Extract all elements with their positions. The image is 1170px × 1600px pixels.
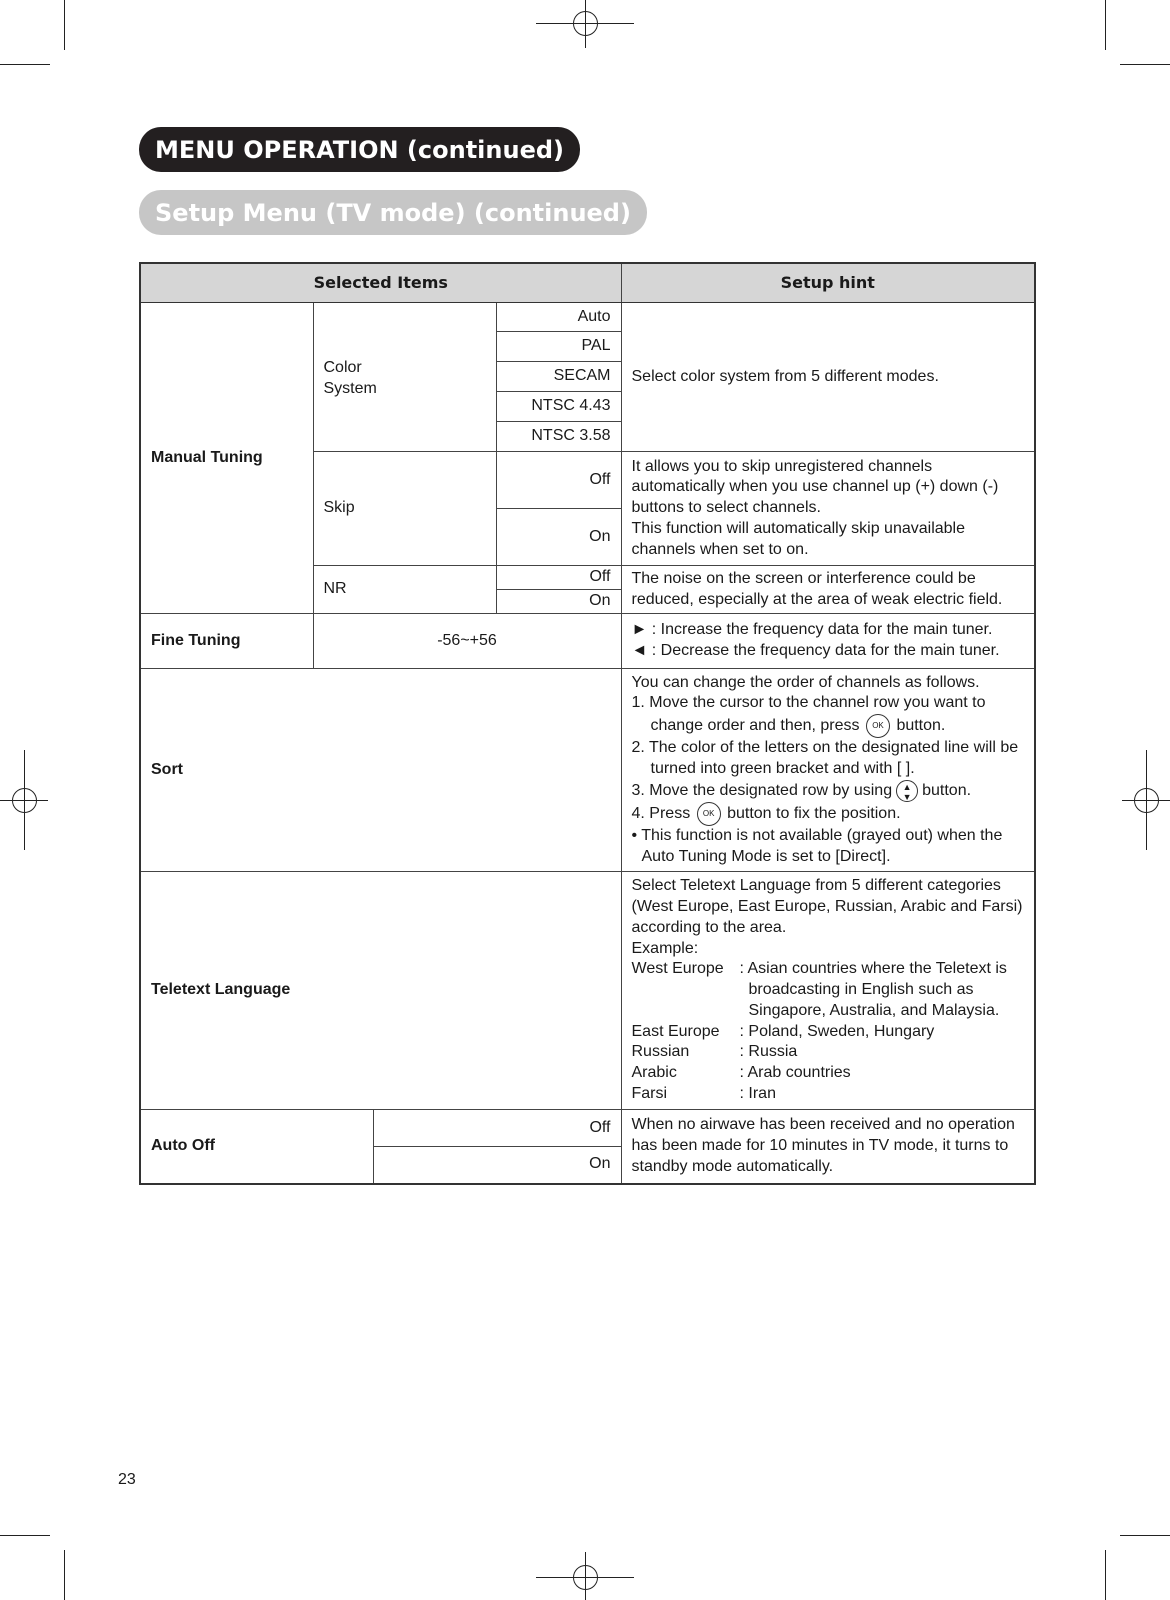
fine-tuning-hint: ► : Increase the frequency data for the main tuner. ◄ : Decrease the frequency data for the main tuner. bbox=[621, 614, 1035, 669]
header-selected-items: Selected Items bbox=[140, 263, 621, 303]
option-value: Auto bbox=[496, 303, 621, 332]
section-subtitle: Setup Menu (TV mode) (continued) bbox=[139, 190, 647, 235]
section-title: MENU OPERATION (continued) bbox=[139, 127, 580, 172]
teletext-examples: West Europe : Asian countries where the Teletext is broadcasting in English such as Singapore, Australia, and Malaysia. East Europe : Poland, Sweden, Hungary Russian : Russia Arabic : Arab countries Farsi : Iran bbox=[631, 960, 1007, 1103]
ok-button-icon: OK bbox=[697, 802, 721, 826]
fine-tuning-range: -56~+56 bbox=[313, 614, 621, 669]
option-value: SECAM bbox=[496, 362, 621, 392]
option-value: On bbox=[496, 590, 621, 614]
sort-hint: You can change the order of channels as follows. 1. Move the cursor to the channel row you want to change order and then, press OK button. 2. The color of the letters on the designated line will be turned into green bracket and with [ ]. 3. Move the designated row by using ▲ ▼ button. 4. Press OK button to fix the position. • This function is not available (grayed out) when the Auto Tuning Mode is set to [Direct]. bbox=[621, 669, 1035, 872]
option-value: Off bbox=[496, 566, 621, 590]
manual-tuning-label: Manual Tuning bbox=[140, 303, 313, 614]
nr-hint: The noise on the screen or interference could be reduced, especially at the area of weak electric field. bbox=[621, 566, 1035, 614]
teletext-language-hint: Select Teletext Language from 5 different categories (West Europe, East Europe, Russian, Arabic and Farsi) according to the area. Example: West Europe : Asian countries where the Teletext is broadcasting in English such as Singapore, Australia, and Malaysia. East Europe : Poland, Sweden, Hungary Russian : Russia Arabic : Arab countries Farsi : Iran bbox=[621, 872, 1035, 1110]
teletext-language-label: Teletext Language bbox=[140, 872, 621, 1110]
color-system-hint: Select color system from 5 different modes. bbox=[621, 303, 1035, 452]
option-value: PAL bbox=[496, 332, 621, 362]
nr-label: NR bbox=[313, 566, 496, 614]
color-system-label: Color System bbox=[313, 303, 496, 452]
sort-label: Sort bbox=[140, 669, 621, 872]
setup-table bbox=[139, 262, 1036, 1185]
skip-hint: It allows you to skip unregistered channels automatically when you use channel up (+) down (-) buttons to select channels. This function will automatically skip unavailable channels when set to on. bbox=[621, 452, 1035, 566]
page-number: 23 bbox=[118, 1471, 136, 1488]
option-value: NTSC 4.43 bbox=[496, 392, 621, 422]
auto-off-label: Auto Off bbox=[140, 1110, 373, 1184]
ok-button-icon: OK bbox=[866, 714, 890, 738]
option-value: NTSC 3.58 bbox=[496, 422, 621, 452]
auto-off-hint: When no airwave has been received and no operation has been made for 10 minutes in TV mode, it turns to standby mode automatically. bbox=[621, 1110, 1035, 1184]
option-value: Off bbox=[496, 452, 621, 509]
header-setup-hint: Setup hint bbox=[621, 263, 1035, 303]
skip-label: Skip bbox=[313, 452, 496, 566]
option-value: Off bbox=[373, 1110, 621, 1147]
fine-tuning-label: Fine Tuning bbox=[140, 614, 313, 669]
option-value: On bbox=[496, 509, 621, 566]
option-value: On bbox=[373, 1147, 621, 1184]
up-down-button-icon: ▲ ▼ bbox=[896, 780, 918, 802]
